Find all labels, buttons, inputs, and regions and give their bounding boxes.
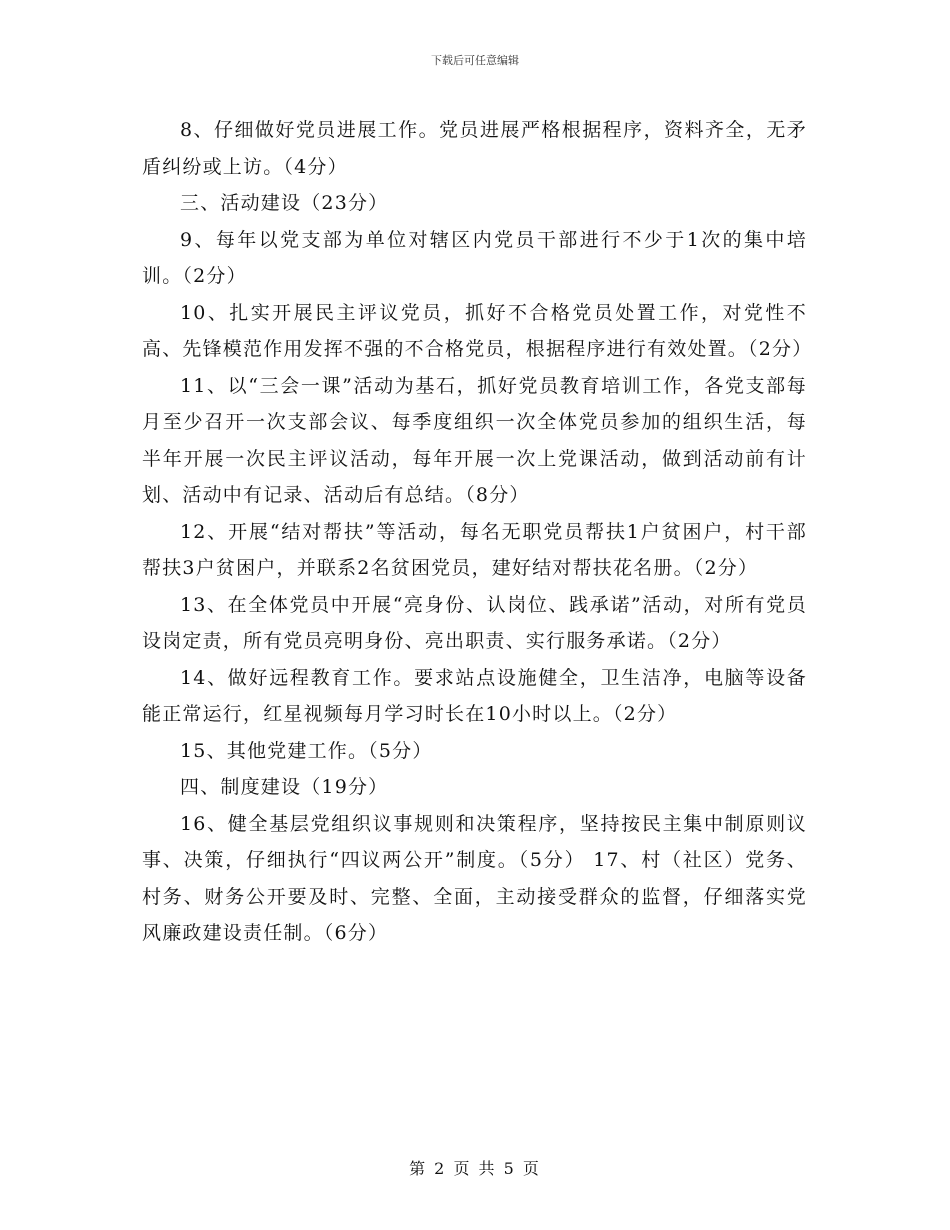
section-heading-activity: 三、活动建设（23分） [180,192,389,214]
paragraph-item-16-17: 16、健全基层党组织议事规则和决策程序，坚持按民主集中制原则议事、决策，仔细执行“四议两公开”制度。（5分） 17、村（社区）党务、村务、财务公开要及时、完整、全面，主动接受群众的监督，仔细落实党风廉政建设责任制。（6分） [142,812,807,944]
paragraph-item-10: 10、扎实开展民主评议党员，抓好不合格党员处置工作，对党性不高、先锋模范作用发挥不强的不合格党员，根据程序进行有效处置。（2分） [142,301,813,360]
paragraph-item-13: 13、在全体党员中开展“亮身份、认岗位、践承诺”活动，对所有党员设岗定责，所有党员亮明身份、亮出职责、实行服务承诺。（2分） [142,593,807,652]
paragraph-item-9: 9、每年以党支部为单位对辖区内党员干部进行不少于1次的集中培训。（2分） [142,228,807,287]
paragraph-item-14: 14、做好远程教育工作。要求站点设施健全，卫生洁净，电脑等设备能正常运行，红星视频每月学习时长在10小时以上。（2分） [142,666,807,725]
page-number-footer: 第 2 页 共 5 页 [409,1159,541,1178]
paragraph-item-12: 12、开展“结对帮扶”等活动，每名无职党员帮扶1户贫困户，村干部帮扶3户贫困户，并联系2名贫困党员，建好结对帮扶花名册。（2分） [142,520,807,579]
paragraph-item-15: 15、其他党建工作。（5分） [180,739,433,762]
paragraph-item-11: 11、以“三会一课”活动为基石，抓好党员教育培训工作，各党支部每月至少召开一次支部会议、每季度组织一次全体党员参加的组织生活，每半年开展一次民主评议活动，每年开展一次上党课活动，做到活动前有计划、活动中有记录、活动后有总结。（8分） [142,374,807,506]
document-body [142,112,813,952]
paragraph-item-8: 8、仔细做好党员进展工作。党员进展严格根据程序，资料齐全，无矛盾纠纷或上访。（4分） [142,119,807,178]
section-heading-system: 四、制度建设（19分） [180,776,389,798]
page-header-note: 下载后可任意编辑 [431,54,519,67]
